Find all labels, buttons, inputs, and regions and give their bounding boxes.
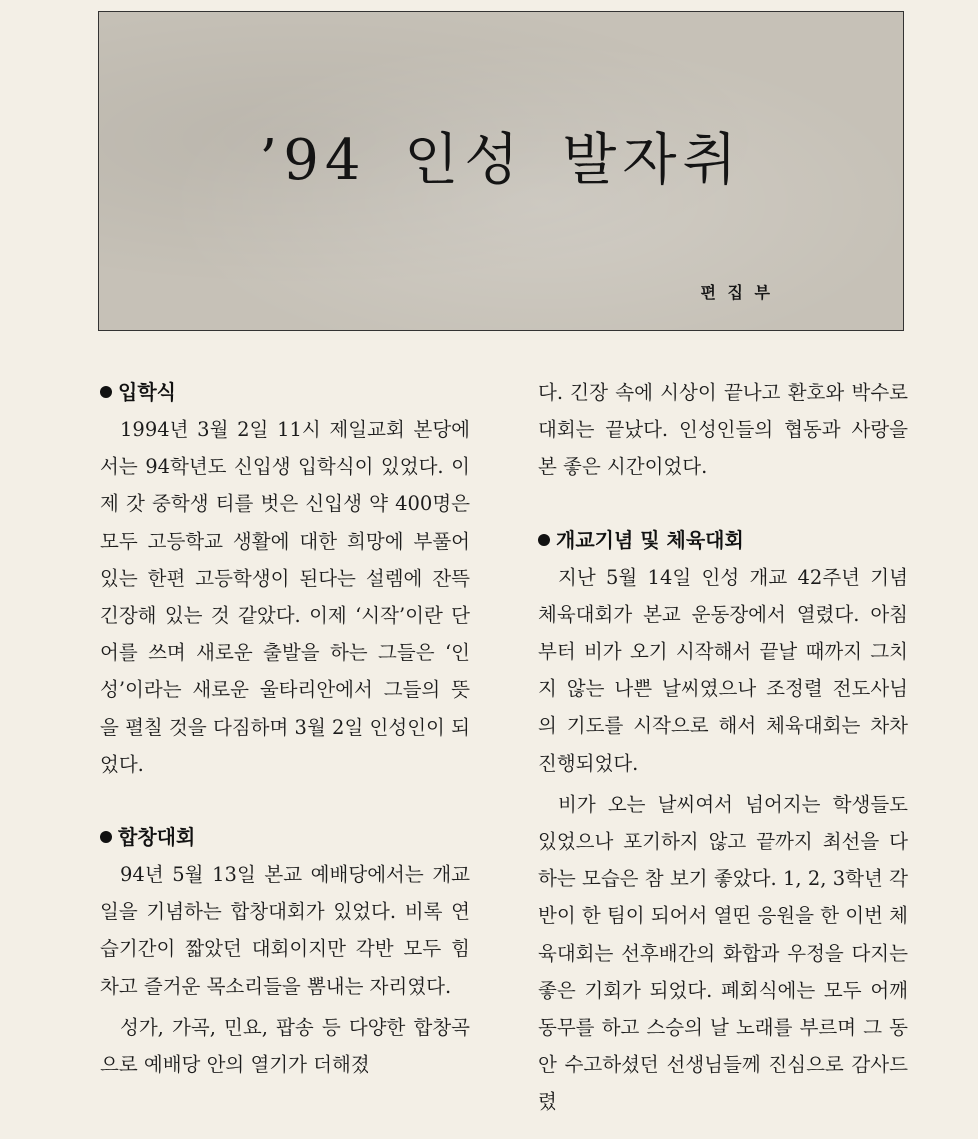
section-heading-label: 합창대회 [118, 825, 196, 850]
section-heading-sports [538, 522, 908, 559]
title-banner [98, 11, 904, 331]
byline: 편 집 부 [700, 283, 773, 302]
paragraph-choir-2-continued: 다. 긴장 속에 시상이 끝나고 환호와 박수로 대회는 끝났다. 인성인들의 협동과 사랑을 본 좋은 시간이었다. [538, 381, 908, 479]
paragraph-sports-2: 비가 오는 날씨여서 넘어지는 학생들도 있었으나 포기하지 않고 끝까지 최선을 다하는 모습은 참 보기 좋았다. 1, 2, 3학년 각반이 한 팀이 되어서 열띤 응원을 한 이번 체육대회는 선후배간의 화합과 우정을 다지는 좋은 기회가 되었다. 폐회식에는 모두 어깨동무를 하고 스승의 날 노래를 부르며 그 동안 수고하셨던 선생님들께 진심으로 감사드렸 [538, 792, 908, 1114]
right-column [538, 374, 908, 1121]
section-heading-label: 개교기념 및 체육대회 [556, 527, 744, 552]
left-column [100, 374, 470, 1083]
section-heading-choir [100, 819, 470, 856]
section-heading-label: 입학식 [118, 380, 176, 404]
bullet-icon [100, 831, 112, 843]
spacer [100, 783, 470, 819]
bullet-icon [538, 534, 550, 546]
paragraph-entrance: 1994년 3월 2일 11시 제일교회 본당에서는 94학년도 신입생 입학식이 있었다. 이제 갓 중학생 티를 벗은 신입생 약 400명은 모두 고등학교 생활에 대한 희망에 부풀어 있는 한편 고등학생이 된다는 설렘에 잔뜩 긴장해 있는 것 같았다. 이제 ‘시작’이란 단어를 쓰며 새로운 출발을 하는 그들은 ‘인성’이라는 새로운 울타리안에서 그들의 뜻을 펼칠 것을 다짐하며 3월 2일 인성인이 되었다. [100, 418, 470, 776]
page-title: ’94 인성 발자취 [259, 128, 743, 193]
section-heading-entrance [100, 374, 470, 411]
paragraph-choir-1: 94년 5월 13일 본교 예배당에서는 개교일을 기념하는 합창대회가 있었다. 비록 연습기간이 짧았던 대회이지만 각반 모두 힘차고 즐거운 목소리들을 뽐내는 자리였다. [100, 863, 470, 998]
spacer [538, 486, 908, 522]
paragraph-choir-2: 성가, 가곡, 민요, 팝송 등 다양한 합창곡으로 예배당 안의 열기가 더해졌 [100, 1015, 470, 1077]
bullet-icon [100, 386, 112, 398]
paragraph-sports-1: 지난 5월 14일 인성 개교 42주년 기념 체육대회가 본교 운동장에서 열렸다. 아침부터 비가 오기 시작해서 끝날 때까지 그치지 않는 나쁜 날씨였으나 조정렬 전도사님의 기도를 시작으로 해서 체육대회는 차차 진행되었다. [538, 565, 908, 775]
